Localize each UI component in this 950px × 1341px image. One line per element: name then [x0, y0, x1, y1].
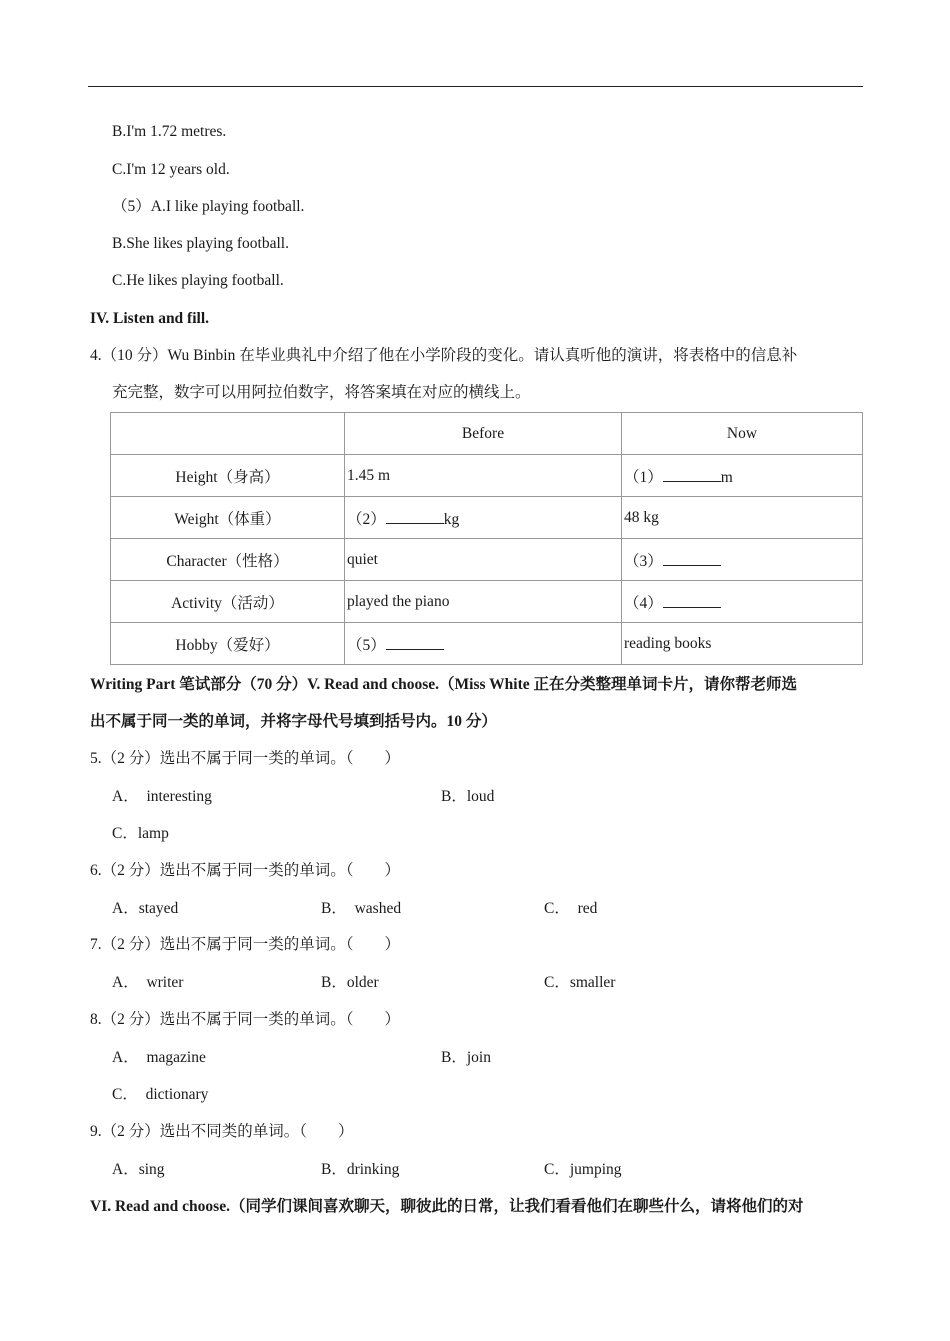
blank-number: （4） — [624, 594, 663, 612]
q8-choice-a[interactable]: A． magazine — [112, 1049, 206, 1066]
fill-blank-3[interactable] — [663, 550, 721, 566]
cell-now — [622, 539, 863, 581]
question-6-stem: 6.（2 分）选出不属于同一类的单词。（ ） — [90, 862, 401, 879]
question-9-stem: 9.（2 分）选出不同类的单词。（ ） — [90, 1123, 354, 1140]
table-row — [111, 497, 863, 539]
q7-choice-b[interactable]: B．older — [321, 974, 379, 991]
section-5-heading: Writing Part 笔试部分（70 分）V. Read and choose.（Miss White 正在分类整理单词卡片，请你帮老师选 — [90, 676, 797, 693]
cell-now — [622, 455, 863, 497]
q9-choice-b[interactable]: B．drinking — [321, 1161, 400, 1178]
cell-now: 48 kg — [622, 497, 863, 539]
question-4-stem-cont: 充完整，数字可以用阿拉伯数字，将答案填在对应的横线上。 — [112, 384, 531, 401]
q8-choice-c[interactable]: C． dictionary — [112, 1086, 209, 1103]
table-header-empty — [111, 413, 345, 455]
table-header-row — [111, 413, 863, 455]
fill-blank-5[interactable] — [386, 634, 444, 650]
q7-choice-a[interactable]: A． writer — [112, 974, 184, 991]
q9-choice-a[interactable]: A．sing — [112, 1161, 165, 1178]
cell-before: quiet — [345, 539, 622, 581]
q5-option-c: C.He likes playing football. — [112, 272, 284, 289]
q8-choice-b[interactable]: B．join — [441, 1049, 491, 1066]
unit: kg — [443, 510, 460, 528]
q6-choice-a[interactable]: A．stayed — [112, 900, 179, 917]
header-rule — [88, 86, 863, 87]
cell-before: 1.45 m — [345, 455, 622, 497]
table-header-now: Now — [622, 413, 863, 455]
row-label: Activity（活动） — [111, 581, 345, 623]
section-4-heading: IV. Listen and fill. — [90, 310, 210, 327]
section-6-heading: VI. Read and choose.（同学们课间喜欢聊天，聊彼此的日常，让我们看看他们在聊些什么，请将他们的对 — [90, 1198, 804, 1215]
table-header-before: Before — [345, 413, 622, 455]
question-5-stem: 5.（2 分）选出不属于同一类的单词。（ ） — [90, 750, 401, 767]
unit: m — [720, 468, 733, 486]
q9-choice-c[interactable]: C．jumping — [544, 1161, 622, 1178]
q5-option-a: （5）A.I like playing football. — [112, 198, 305, 215]
question-4-stem: 4.（10 分）Wu Binbin 在毕业典礼中介绍了他在小学阶段的变化。请认真听他的演讲，将表格中的信息补 — [90, 347, 798, 364]
q5-choice-b[interactable]: B．loud — [441, 788, 495, 805]
fill-blank-2[interactable] — [386, 508, 444, 524]
table-row — [111, 455, 863, 497]
q5-choice-a[interactable]: A． interesting — [112, 788, 212, 805]
cell-now — [622, 581, 863, 623]
question-7-stem: 7.（2 分）选出不属于同一类的单词。（ ） — [90, 936, 401, 953]
cell-before — [345, 497, 622, 539]
blank-number: （3） — [624, 552, 663, 570]
fill-blank-4[interactable] — [663, 592, 721, 608]
cell-before — [345, 623, 622, 665]
q6-choice-c[interactable]: C． red — [544, 900, 598, 917]
q4-option-c: C.I'm 12 years old. — [112, 161, 230, 178]
fill-blank-1[interactable] — [663, 466, 721, 482]
blank-number: （2） — [347, 510, 386, 528]
section-5-heading-cont: 出不属于同一类的单词，并将字母代号填到括号内。10 分） — [90, 713, 497, 730]
q4-option-b: B.I'm 1.72 metres. — [112, 123, 227, 140]
table-row — [111, 539, 863, 581]
row-label: Weight（体重） — [111, 497, 345, 539]
info-table — [110, 412, 863, 665]
table-row — [111, 623, 863, 665]
cell-now: reading books — [622, 623, 863, 665]
row-label: Character（性格） — [111, 539, 345, 581]
row-label: Height（身高） — [111, 455, 345, 497]
blank-number: （1） — [624, 468, 663, 486]
q6-choice-b[interactable]: B． washed — [321, 900, 402, 917]
q5-option-b: B.She likes playing football. — [112, 235, 289, 252]
blank-number: （5） — [347, 636, 386, 654]
row-label: Hobby（爱好） — [111, 623, 345, 665]
q5-choice-c[interactable]: C．lamp — [112, 825, 169, 842]
question-8-stem: 8.（2 分）选出不属于同一类的单词。（ ） — [90, 1011, 401, 1028]
q7-choice-c[interactable]: C．smaller — [544, 974, 616, 991]
cell-before: played the piano — [345, 581, 622, 623]
table-row — [111, 581, 863, 623]
